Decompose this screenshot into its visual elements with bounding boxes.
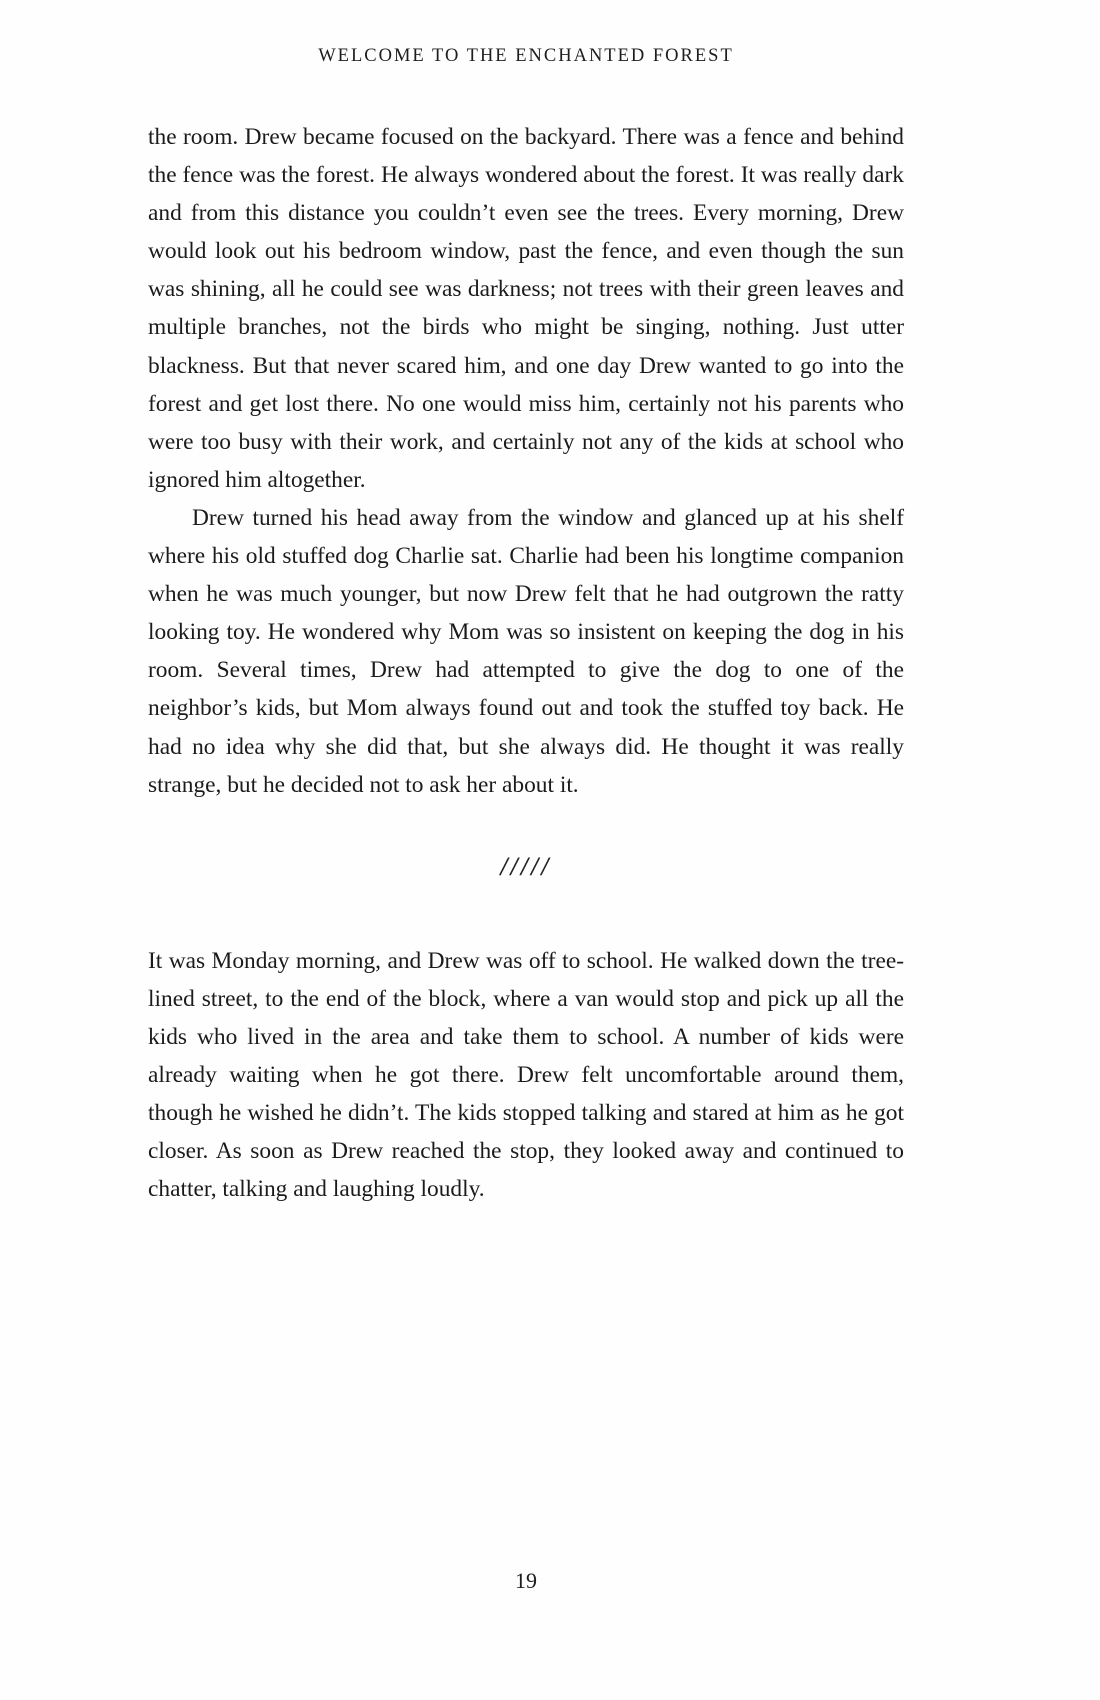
- page-number: 19: [515, 1568, 537, 1593]
- paragraph-3: It was Monday morning, and Drew was off to school. He walked down the tree-lined street, to the end of the block, where a van would stop and pick up all the kids who lived in the area and take them to school. A number of kids were already waiting when he got there. Drew felt uncomfortable around them, though he wished he didn’t. The kids stopped talking and stared at him as he got closer. As soon as Drew reached the stop, they looked away and continued to chatter, talking and laughing loudly.: [148, 947, 904, 1203]
- paragraph-2: Drew turned his head away from the window and glanced up at his shelf where his old stuffed dog Charlie sat. Charlie had been his longtime companion when he was much younger, but now Drew felt that he had outgrown the ratty looking toy. He wondered why Mom was so insistent on keeping the dog in his room. Several times, Drew had attempted to give the dog to one of the neighbor’s kids, but Mom always found out and took the stuffed toy back. He had no idea why she did that, but she always did. He thought it was really strange, but he decided not to ask her about it.: [148, 504, 904, 798]
- scene-break-divider: /////: [500, 851, 552, 881]
- body-text-block: [148, 118, 904, 1208]
- running-head: WELCOME TO THE ENCHANTED FOREST: [318, 46, 734, 66]
- spacer-before-scene-break: [148, 804, 904, 848]
- spacer-after-scene-break: [148, 886, 904, 942]
- paragraph-1: the room. Drew became focused on the backyard. There was a fence and behind the fence was the forest. He always wondered about the forest. It was really dark and from this distance you couldn’t even see the trees. Every morning, Drew would look out his bedroom window, past the fence, and even though the sun was shining, all he could see was darkness; not trees with their green leaves and multiple branches, not the birds who might be singing, nothing. Just utter blackness. But that never scared him, and one day Drew wanted to go into the forest and get lost there. No one would miss him, certainly not his parents who were too busy with their work, and certainly not any of the kids at school who ignored him altogether.: [148, 124, 904, 493]
